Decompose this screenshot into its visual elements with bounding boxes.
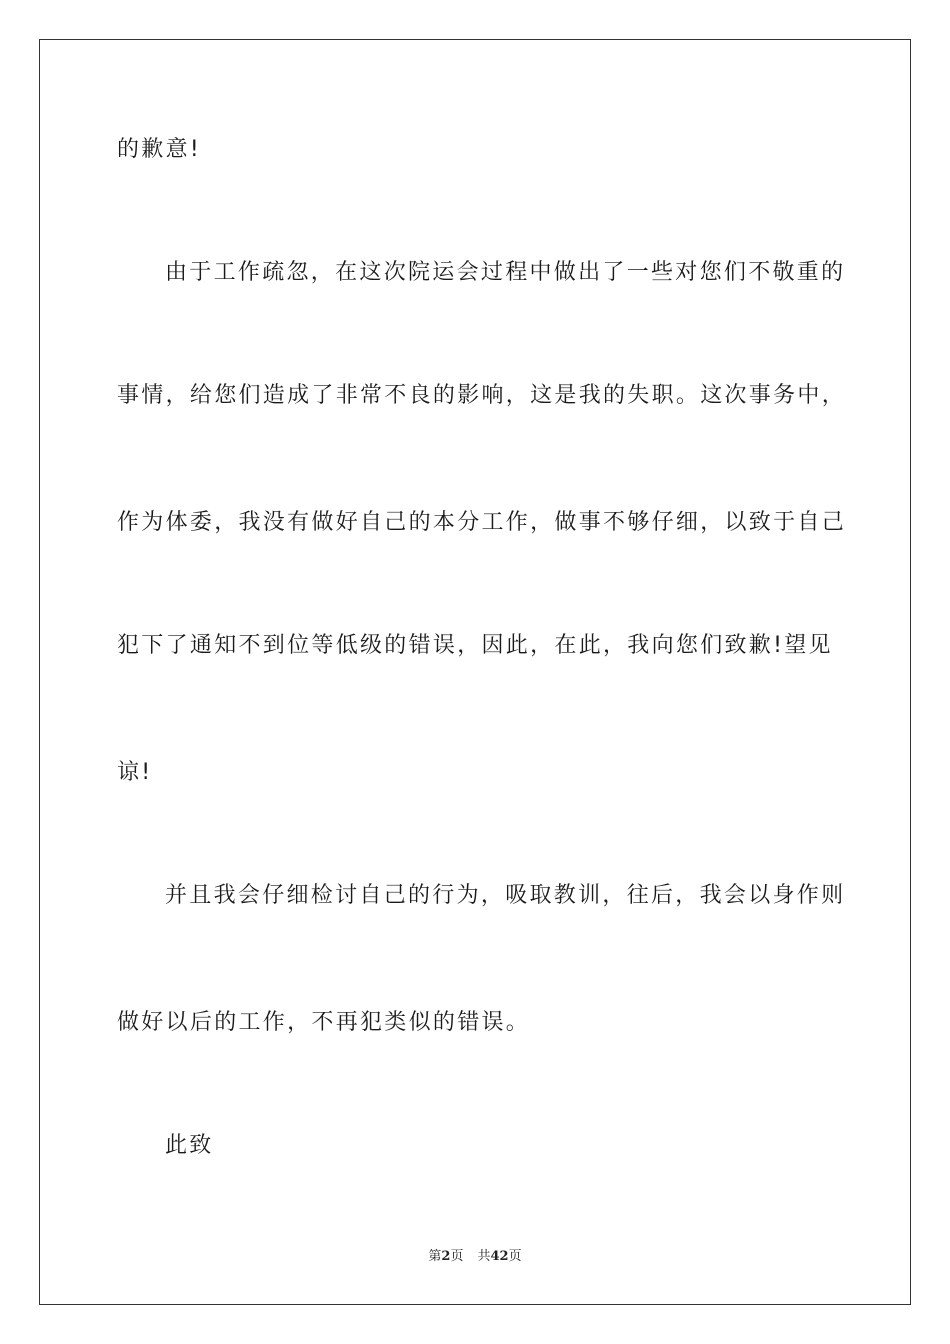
closing-salutation: 此致 (165, 1133, 214, 1158)
text-line-5: 犯下了通知不到位等低级的错误，因此，在此，我向您们致歉!望见 (117, 633, 833, 658)
text-line-1: 的歉意! (117, 137, 202, 162)
total-prefix: 共 (477, 1249, 491, 1264)
page-prefix: 第 (428, 1249, 442, 1264)
text-line-2: 由于工作疏忽，在这次院运会过程中做出了一些对您们不敬重的 (165, 260, 846, 285)
text-line-6: 谅! (117, 760, 153, 785)
text-line-8: 做好以后的工作，不再犯类似的错误。 (117, 1010, 531, 1035)
text-line-4: 作为体委，我没有做好自己的本分工作，做事不够仔细，以致于自己 (117, 510, 847, 535)
total-pages: 42 (490, 1249, 509, 1264)
text-line-3: 事情，给您们造成了非常不良的影响，这是我的失职。这次事务中， (117, 383, 847, 408)
page-border (39, 39, 911, 1305)
page-footer (0, 1248, 950, 1266)
text-line-7: 并且我会仔细检讨自己的行为，吸取教训，往后，我会以身作则 (165, 883, 846, 908)
page-suffix: 页 (450, 1249, 464, 1264)
page-number: 2 (441, 1249, 451, 1264)
total-suffix: 页 (508, 1249, 522, 1264)
